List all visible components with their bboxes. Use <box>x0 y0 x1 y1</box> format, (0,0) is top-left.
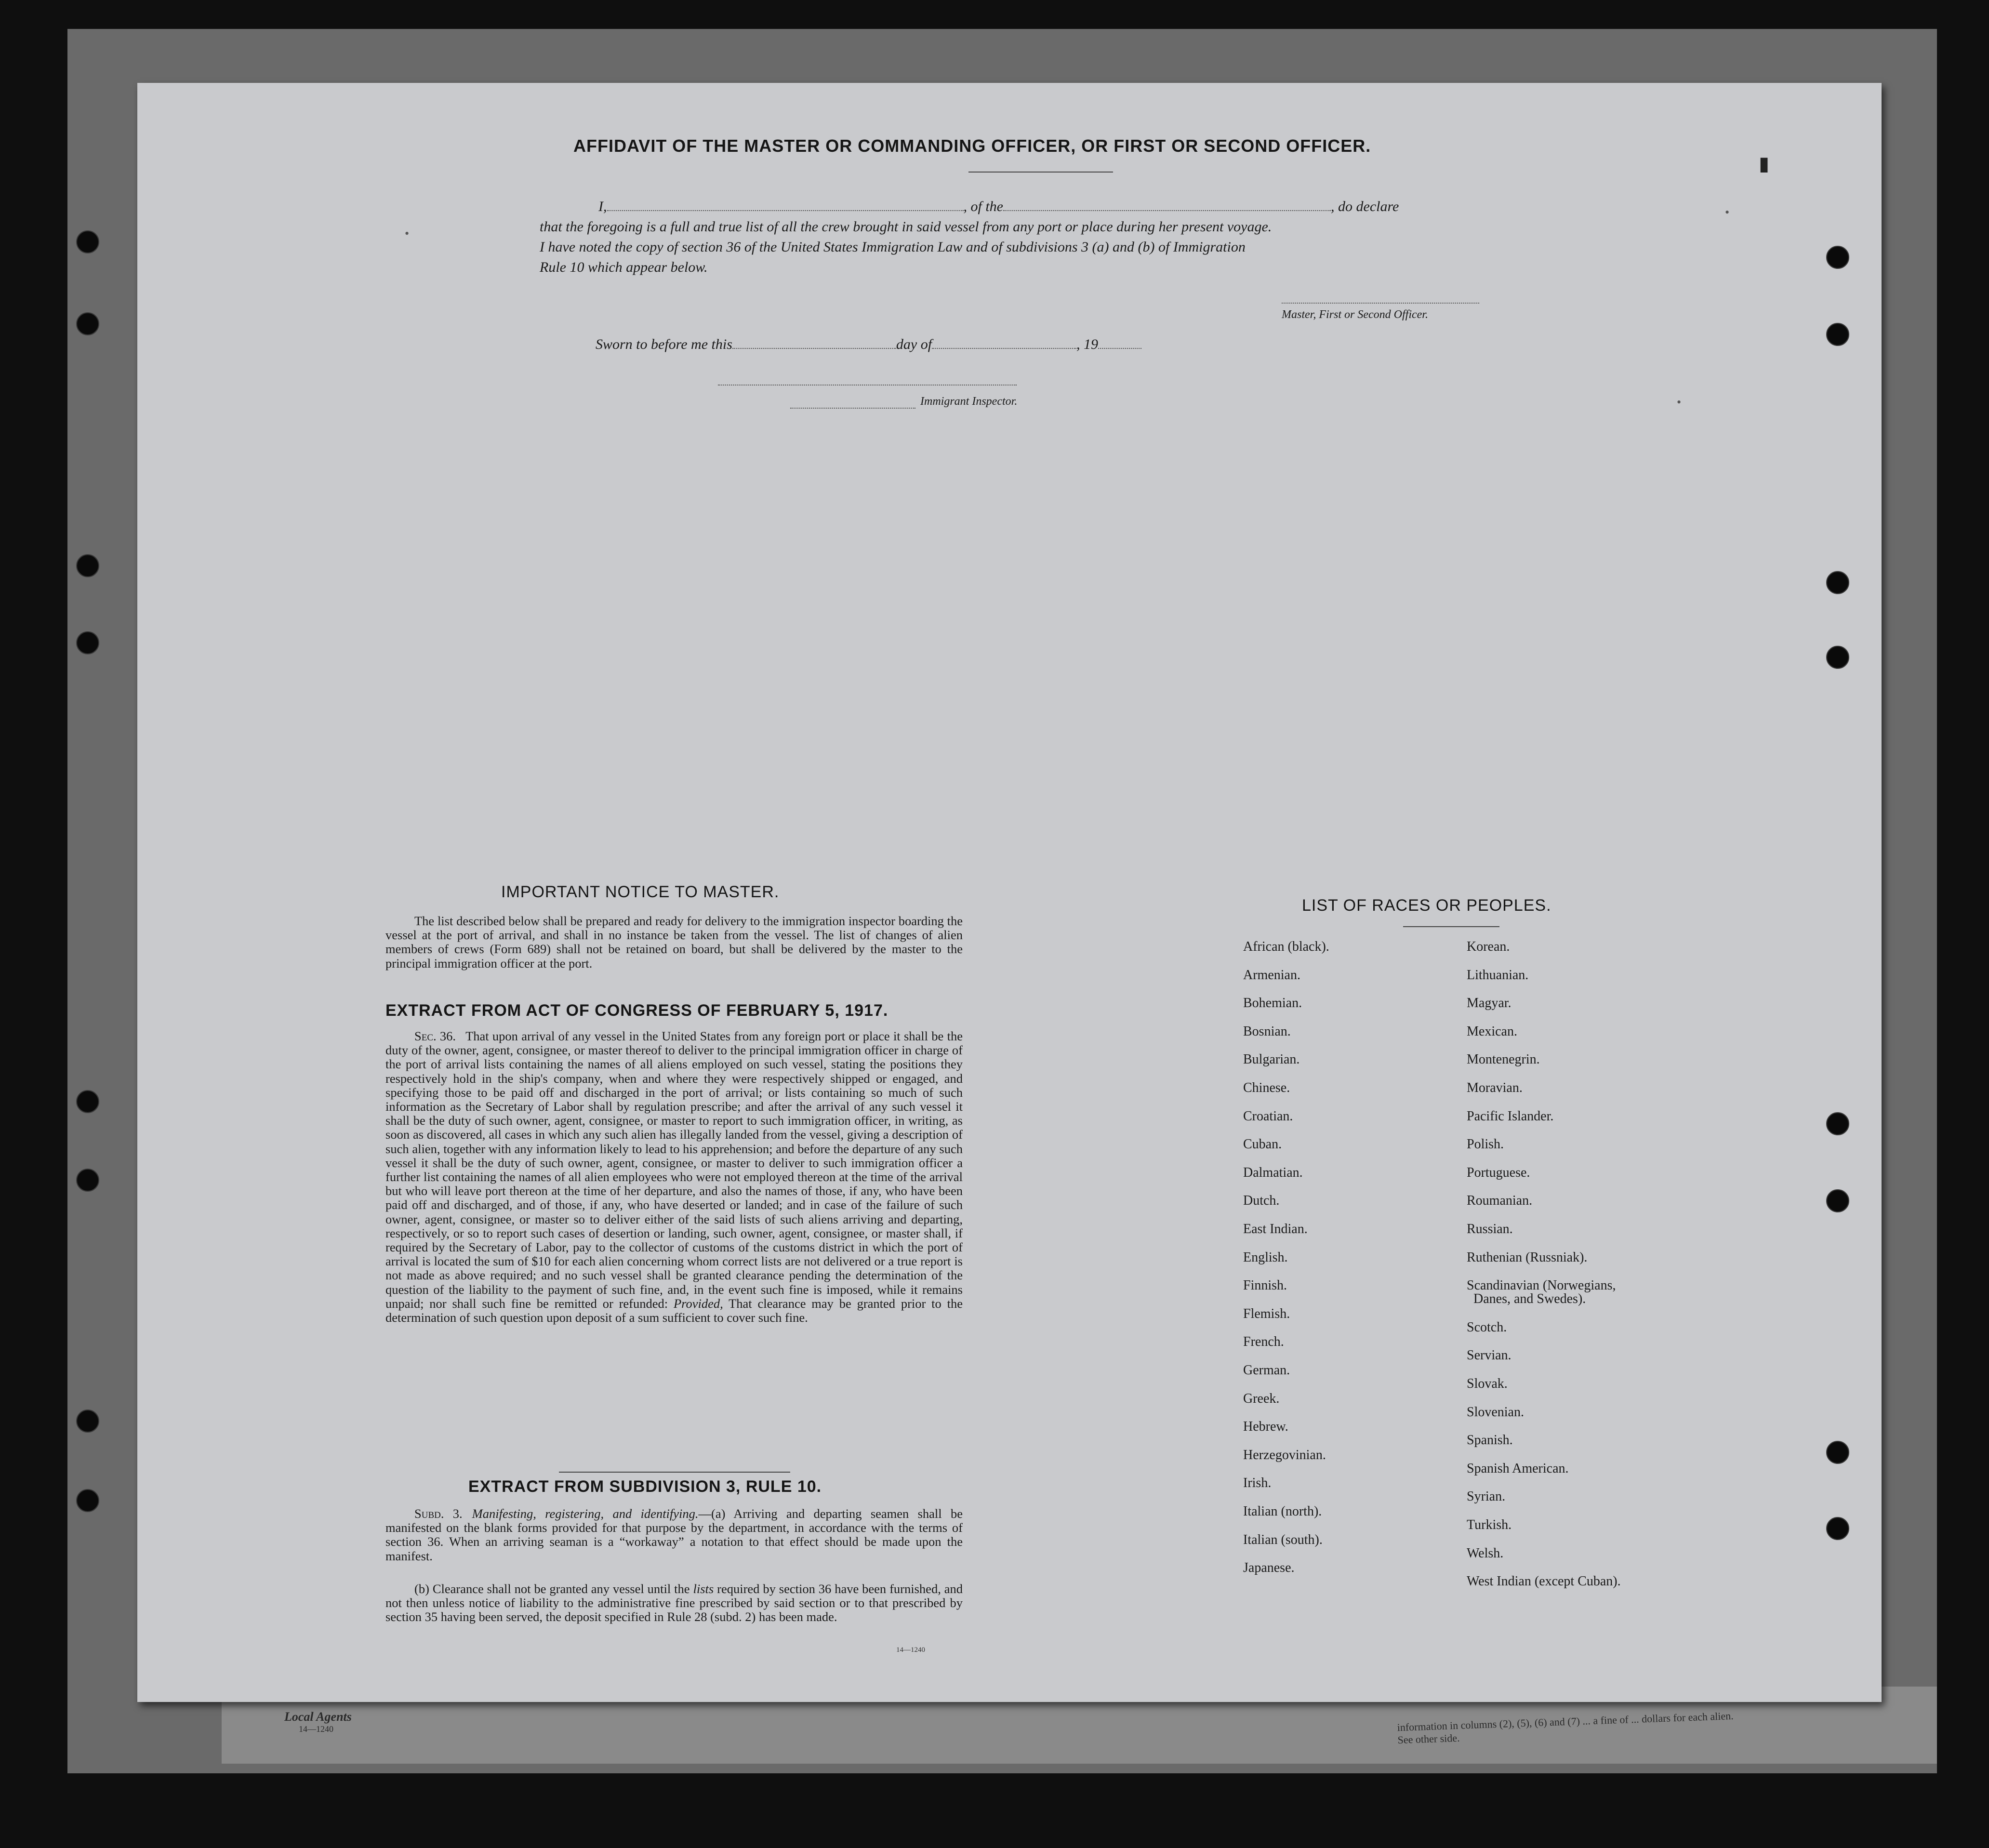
race-item: Herzegovinian. <box>1243 1447 1326 1462</box>
race-item: Korean. <box>1467 939 1510 954</box>
inspector-dotted-line <box>718 385 1017 386</box>
subdivision-3-a-text: Subd. 3. Manifesting, registering, and identifying.—(a) Arriving and departing seamen shall be manifested on the blank forms provided for that purpose by the department, in accordance with the terms of section 36. When an arriving seaman is a “workaway” a notation to that effect should be made upon the manifest. <box>385 1506 963 1563</box>
race-item: Bulgarian. <box>1243 1052 1300 1067</box>
race-item: West Indian (except Cuban). <box>1467 1574 1621 1589</box>
race-item: Chinese. <box>1243 1080 1290 1095</box>
ink-mark: ▮ <box>1759 153 1770 174</box>
local-agents-label: Local Agents 14—1240 <box>284 1710 352 1734</box>
race-item: Spanish. <box>1467 1433 1513 1448</box>
race-item: Servian. <box>1467 1348 1512 1363</box>
race-item: Russian. <box>1467 1222 1513 1236</box>
race-item: Scotch. <box>1467 1319 1507 1335</box>
race-item: Finnish. <box>1243 1278 1287 1293</box>
race-item: Scandinavian (Norwegians, <box>1467 1278 1616 1293</box>
race-item: Italian (south). <box>1243 1532 1323 1547</box>
race-item: Japanese. <box>1243 1560 1295 1576</box>
race-item: Welsh. <box>1467 1545 1504 1561</box>
race-item: Pacific Islander. <box>1467 1108 1554 1124</box>
ink-mark: • <box>405 226 410 240</box>
under-form-number: 14—1240 <box>299 1724 333 1734</box>
race-item: Montenegrin. <box>1467 1052 1540 1067</box>
punch-hole <box>76 1169 99 1192</box>
race-item: Dutch. <box>1243 1193 1280 1209</box>
race-item: Danes, and Swedes). <box>1473 1291 1586 1307</box>
inspector-signature-line <box>790 408 915 409</box>
race-item: French. <box>1243 1334 1284 1350</box>
punch-hole <box>1826 571 1849 594</box>
rule-extract-title: EXTRACT FROM SUBDIVISION 3, RULE 10. <box>468 1477 822 1496</box>
punch-hole <box>76 312 99 335</box>
race-item: Mexican. <box>1467 1024 1517 1039</box>
punch-hole <box>76 1489 99 1512</box>
race-item: Bosnian. <box>1243 1024 1291 1039</box>
race-item: Croatian. <box>1243 1108 1293 1124</box>
races-title: LIST OF RACES OR PEOPLES. <box>1302 896 1551 915</box>
race-item: Turkish. <box>1467 1517 1512 1532</box>
sworn-line: Sworn to before me this day of , 19 <box>596 336 1222 353</box>
race-item: Greek. <box>1243 1391 1280 1406</box>
title-rule <box>968 172 1113 173</box>
punch-hole <box>1826 1517 1849 1540</box>
punch-hole <box>76 554 99 577</box>
race-item: Moravian. <box>1467 1080 1523 1095</box>
race-item: Slovak. <box>1467 1376 1508 1391</box>
punch-hole <box>76 631 99 654</box>
affidavit-line-2: that the foregoing is a full and true list of all the crew brought in said vessel from any port or place during her present voyage. <box>540 219 1272 235</box>
punch-hole <box>1826 1112 1849 1135</box>
master-signature-label: Master, First or Second Officer. <box>1282 308 1428 321</box>
race-item: Spanish American. <box>1467 1461 1569 1476</box>
race-item: English. <box>1243 1250 1288 1265</box>
race-item: Magyar. <box>1467 996 1512 1011</box>
punch-hole <box>1826 646 1849 669</box>
race-item: Bohemian. <box>1243 996 1302 1011</box>
extract-rule <box>559 1472 790 1473</box>
race-item: Ruthenian (Russniak). <box>1467 1250 1588 1265</box>
race-item: Dalmatian. <box>1243 1165 1303 1180</box>
race-item: East Indian. <box>1243 1222 1308 1236</box>
punch-hole <box>1826 323 1849 346</box>
race-item: Slovenian. <box>1467 1404 1524 1420</box>
race-item: Hebrew. <box>1243 1419 1288 1435</box>
notice-title: IMPORTANT NOTICE TO MASTER. <box>501 883 780 901</box>
race-item: Portuguese. <box>1467 1165 1530 1180</box>
subdivision-3-b-text: (b) Clearance shall not be granted any vessel until the lists required by section 36 have been furnished, and not then unless notice of liability to the administrative fine prescribed by said section or to that prescribed by section 35 having been served, the deposit specified in Rule 28 (subd. 2) has been made. <box>385 1582 963 1624</box>
affidavit-line-3: I have noted the copy of section 36 of the United States Immigration Law and of subdivisions 3 (a) and (b) of Immigration <box>540 239 1246 255</box>
notice-text: The list described below shall be prepared and ready for delivery to the immigration inspector boarding the vessel at the port of arrival, and shall in no instance be taken from the vessel. The list of changes of alien members of crews (Form 689) shall not be retained on board, but shall be delivered by the master to the principal immigration officer at the port. <box>385 914 963 971</box>
race-item: Irish. <box>1243 1476 1272 1491</box>
punch-hole <box>1826 1441 1849 1464</box>
race-item: Lithuanian. <box>1467 967 1529 983</box>
race-item: Roumanian. <box>1467 1193 1533 1209</box>
affidavit-line-1: I, , of the , do declare <box>598 199 1399 214</box>
race-item: Syrian. <box>1467 1489 1506 1504</box>
race-item: Italian (north). <box>1243 1504 1322 1519</box>
ink-mark: • <box>1677 395 1682 409</box>
affidavit-line-4: Rule 10 which appear below. <box>540 259 708 275</box>
punch-hole <box>1826 1189 1849 1212</box>
section-36-text: Sec. 36. That upon arrival of any vessel in the United States from any foreign port or place it shall be the duty of the owner, agent, consignee, or master thereof to deliver to the principal immigration officer in charge of the port of arrival lists containing the names of all aliens employed on such vessel, stating the positions they respectively hold in the ship's company, when and where they were respectively shipped or engaged, and specifying those to be paid off and discharged in the port of arrival; or lists containing so much of such information as the Secretary of Labor shall by regulation prescribe; and after the arrival of any such vessel it shall be the duty of such owner, agent, consignee, or master to report to such immigration officer, in writing, as soon as discovered, all cases in which any such alien has illegally landed from the vessel, giving a description of such alien, together with any information likely to lead to his apprehension; and before the departure of any such vessel it shall be the duty of such owner, agent, consignee, or master to deliver to such immigration officer a further list containing the names of all alien employees who were not employed thereon at the time of the arrival but who will leave port thereon at the time of her departure, and also the names of those, if any, who have been paid off and discharged, and of those, if any, who have deserted or landed; and in case of the failure of such owner, agent, consignee, or master so to deliver either of the said lists of such aliens arriving and departing, respectively, or so to report such cases of desertion or landing, such owner, agent, consignee, or master shall, if required by the Secretary of Labor, pay to the collector of customs of the customs district in which the port of arrival is located the sum of $10 for each alien concerning whom correct lists are not delivered or a true report is not made as above required; and no such vessel shall be granted clearance pending the determination of the question of the liability to the payment of such fine, and, in the event such fine is imposed, while it remains unpaid; nor shall such fine be remitted or refunded: Provided, That clearance may be granted prior to the determination of such question upon deposit of a sum sufficient to cover such fine. <box>385 1029 963 1325</box>
race-item: Armenian. <box>1243 967 1300 983</box>
race-item: Flemish. <box>1243 1306 1290 1321</box>
inspector-signature-label: Immigrant Inspector. <box>920 395 1018 408</box>
race-item: German. <box>1243 1363 1290 1378</box>
punch-hole <box>76 230 99 253</box>
act-extract-title: EXTRACT FROM ACT OF CONGRESS OF FEBRUARY 5, 1917. <box>385 1001 888 1020</box>
document-sheet <box>137 83 1882 1702</box>
punch-hole <box>76 1090 99 1113</box>
punch-hole <box>1826 246 1849 269</box>
race-item: African (black). <box>1243 939 1329 954</box>
ink-mark: • <box>1725 205 1730 219</box>
race-item: Polish. <box>1467 1137 1504 1152</box>
race-item: Cuban. <box>1243 1137 1282 1152</box>
master-signature-line <box>1282 303 1479 304</box>
affidavit-title: AFFIDAVIT OF THE MASTER OR COMMANDING OFFICER, OR FIRST OR SECOND OFFICER. <box>573 136 1371 156</box>
races-title-rule <box>1403 926 1499 927</box>
under-fine-print: information in columns (2), (5), (6) and (7) ... a fine of ... dollars for each alien. See other side. <box>1397 1709 1734 1746</box>
punch-hole <box>76 1409 99 1433</box>
form-number: 14—1240 <box>896 1646 925 1654</box>
